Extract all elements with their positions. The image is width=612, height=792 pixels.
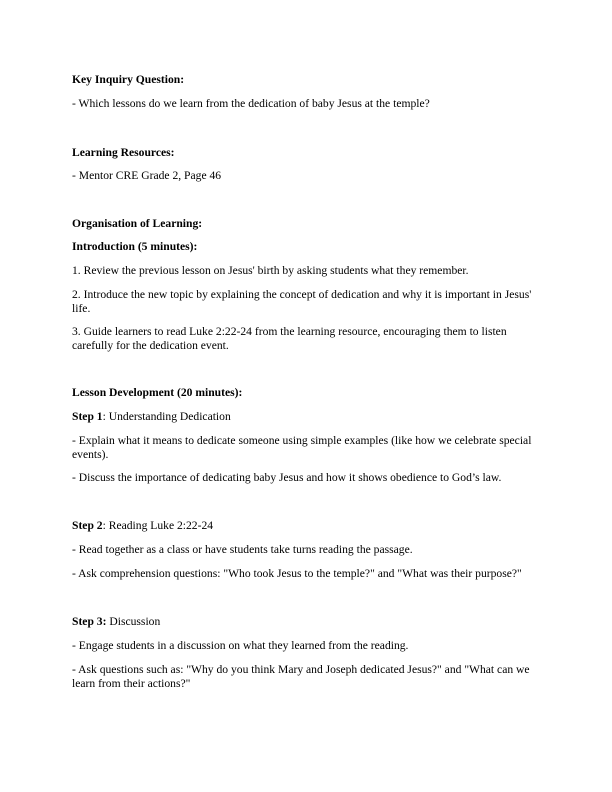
- introduction-item-3: 3. Guide learners to read Luke 2:22-24 from the learning resource, encouraging them to listen carefully for the dedication event.: [72, 325, 507, 352]
- introduction-heading: Introduction (5 minutes):: [72, 240, 198, 253]
- step-3-label: Step 3:: [72, 615, 107, 628]
- introduction-item-1: 1. Review the previous lesson on Jesus' birth by asking students what they remember.: [72, 264, 469, 277]
- step-1-label: Step 1: [72, 410, 103, 423]
- learning-resources-item: - Mentor CRE Grade 2, Page 46: [72, 169, 222, 182]
- key-inquiry-heading: Key Inquiry Question:: [72, 73, 185, 86]
- step-2-item-1: - Read together as a class or have students take turns reading the passage.: [72, 543, 413, 556]
- step-2-title: [72, 519, 540, 533]
- organisation-heading: Organisation of Learning:: [72, 217, 203, 230]
- introduction-item-2: 2. Introduce the new topic by explaining the concept of dedication and why it is important in Jesus' life.: [72, 288, 532, 315]
- learning-resources-heading: Learning Resources:: [72, 146, 175, 159]
- step-1-item-2: - Discuss the importance of dedicating baby Jesus and how it shows obedience to God’s law.: [72, 471, 502, 484]
- step-3-item-2: - Ask questions such as: "Why do you think Mary and Joseph dedicated Jesus?" and "What can we learn from their actions?": [72, 663, 530, 690]
- step-2-label: Step 2: [72, 519, 103, 532]
- key-inquiry-item: - Which lessons do we learn from the dedication of baby Jesus at the temple?: [72, 97, 430, 110]
- step-1-text: : Understanding Dedication: [102, 410, 231, 423]
- step-3-item-1: - Engage students in a discussion on what they learned from the reading.: [72, 639, 409, 652]
- lesson-development-heading: Lesson Development (20 minutes):: [72, 386, 243, 399]
- step-3-title: [72, 615, 540, 629]
- step-1-title: [72, 410, 540, 424]
- step-2-text: : Reading Luke 2:22-24: [102, 519, 214, 532]
- step-2-item-2: - Ask comprehension questions: "Who took Jesus to the temple?" and "What was their purpose?": [72, 567, 522, 580]
- step-3-text: Discussion: [106, 615, 161, 628]
- step-1-item-1: - Explain what it means to dedicate someone using simple examples (like how we celebrate special events).: [72, 434, 532, 461]
